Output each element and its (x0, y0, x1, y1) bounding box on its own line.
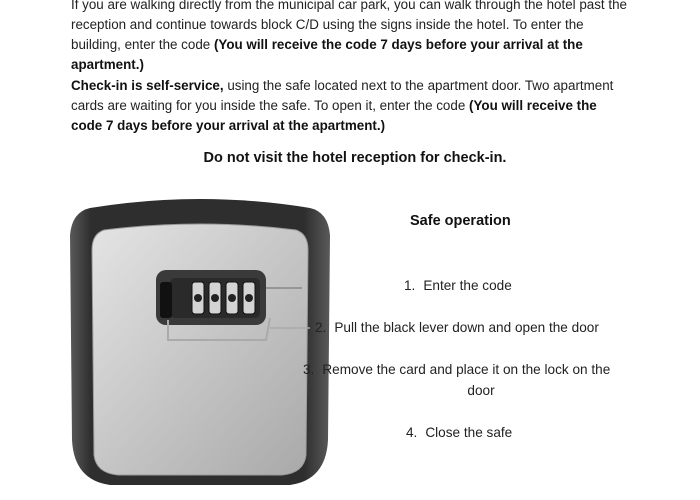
safe-operation-title: Safe operation (410, 213, 511, 229)
check-in-text: using the safe located next to the apartment door. Two apartment cards are waiting for you inside the safe. To open it, enter the code (71, 78, 614, 113)
step-remove-card (303, 359, 633, 401)
check-in-code-note: (You will receive the code 7 days before your arrival at the apartment.) (71, 98, 597, 133)
paragraph-walking-text: If you are walking directly from the municipal car park, you can walk through the hotel past the reception and continue towards block C/D using the signs inside the hotel. To enter the building, enter the code (71, 0, 627, 52)
step-pull-lever (315, 317, 599, 338)
key-safe-illustration (60, 190, 340, 490)
step-text: Remove the card and place it on the lock on the (322, 362, 611, 377)
step-number: 3. (303, 362, 315, 377)
step-text: Pull the black lever down and open the door (334, 320, 599, 335)
step-number: 1. (404, 278, 416, 293)
step-text-continued: door (467, 383, 495, 398)
step-number: 4. (406, 425, 418, 440)
step-number: 2. (315, 320, 327, 335)
check-in-lead: Check-in is self-service, (71, 78, 224, 93)
reception-notice: Do not visit the hotel reception for check-in. (203, 150, 507, 166)
paragraph-walking-code-note: (You will receive the code 7 days before your arrival at the apartment.) (71, 37, 583, 72)
step-enter-code (404, 275, 512, 296)
step-text: Close the safe (425, 425, 513, 440)
step-close-safe (406, 422, 512, 443)
step-text: Enter the code (423, 278, 512, 293)
paragraph-check-in (71, 76, 631, 136)
paragraph-walking-directions (71, 0, 631, 75)
